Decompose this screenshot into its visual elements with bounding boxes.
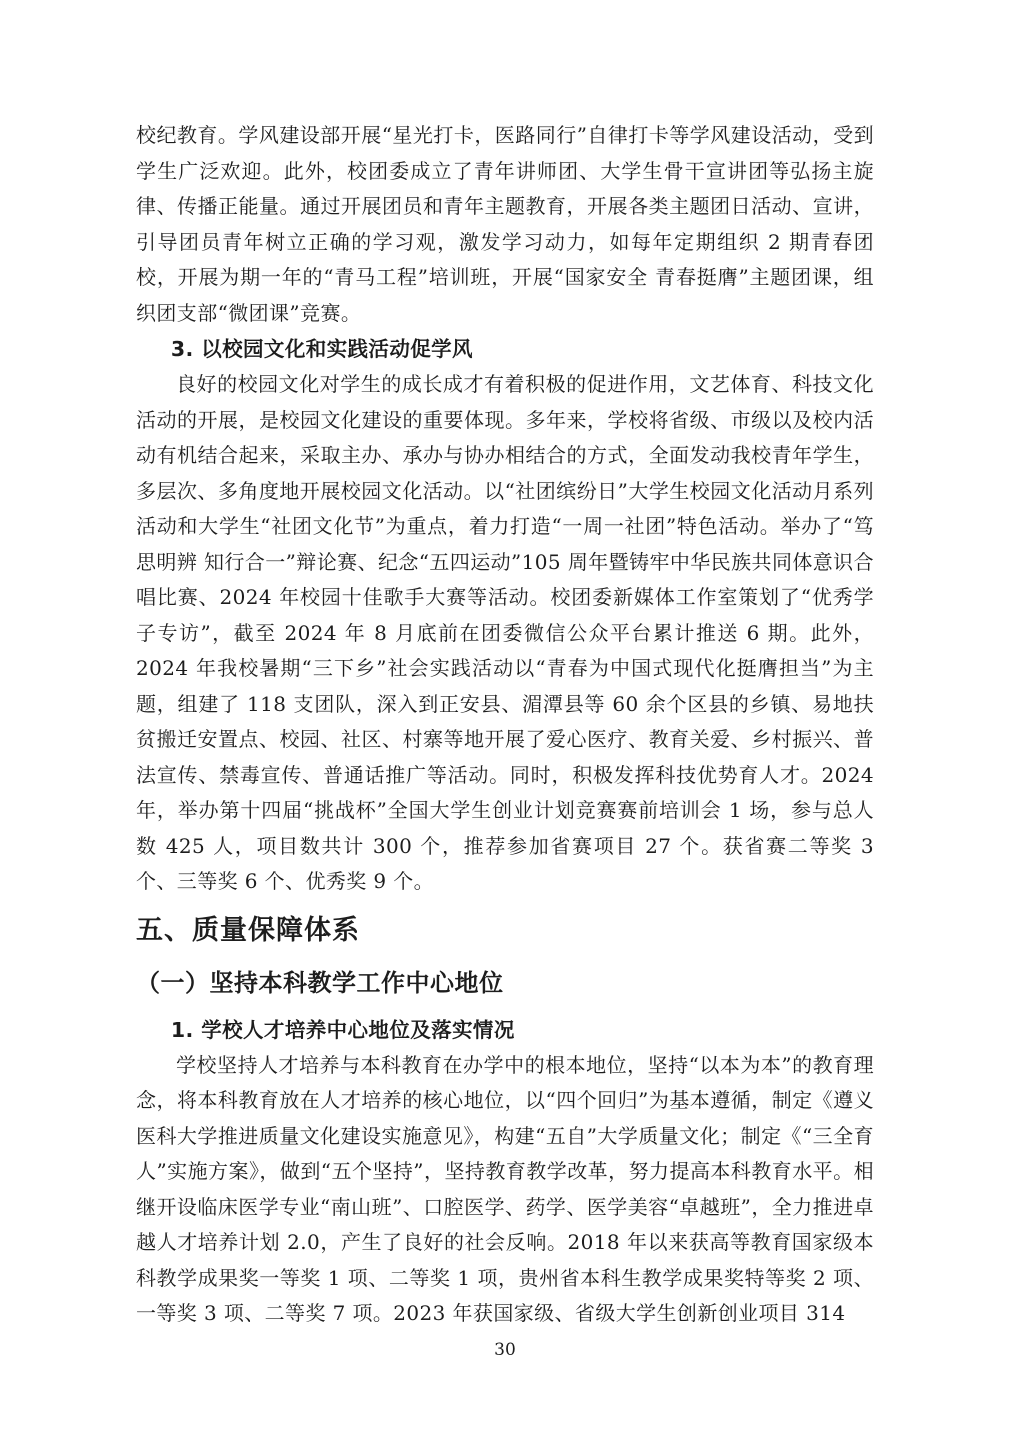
heading-quality-assurance-system: 五、质量保障体系 (136, 914, 360, 946)
subheading-talent-center: 1. 学校人才培养中心地位及落实情况 (170, 1017, 515, 1042)
paragraph-study-style-continuation: 校纪教育。学风建设部开展“星光打卡，医路同行”自律打卡等学风建设活动，受到学生广泛欢迎。此外，校团委成立了青年讲师团、大学生骨干宣讲团等弘扬主旋律、传播正能量。通过开展团员和青年主题教育，开展各类主题团日活动、宣讲，引导团员青年树立正确的学习观，激发学习动力，如每年定期组织 2 期青春团校，开展为期一年的“青马工程”培训班，开展“国家安全 青春挺膺”主题团课，组织团支部“微团课”竞赛。 (136, 123, 874, 325)
page-number: 30 (494, 1339, 516, 1360)
subheading-campus-culture: 3. 以校园文化和实践活动促学风 (170, 337, 473, 361)
heading-undergraduate-teaching-center: （一）坚持本科教学工作中心地位 (136, 968, 504, 997)
paragraph-talent-center: 学校坚持人才培养与本科教育在办学中的根本地位，坚持“以本为本”的教育理念，将本科教育放在人才培养的核心地位，以“四个回归”为基本遵循，制定《遵义医科大学推进质量文化建设实施意见》，构建“五自”大学质量文化；制定《“三全育人”实施方案》，做到“五个坚持”，坚持教育教学改革，努力提高本科教育水平。相继开设临床医学专业“南山班”、口腔医学、药学、医学美容“卓越班”，全力推进卓越人才培养计划 2.0，产生了良好的社会反响。2018 年以来获高等教育国家级本科教学成果奖一等奖 1 项、二等奖 1 项，贵州省本科生教学成果奖特等奖 2 项、一等奖 3 项、二等奖 7 项。2023 年获国家级、省级大学生创新创业项目 314 (136, 1052, 874, 1325)
paragraph-campus-culture: 良好的校园文化对学生的成长成才有着积极的促进作用，文艺体育、科技文化活动的开展，是校园文化建设的重要体现。多年来，学校将省级、市级以及校内活动有机结合起来，采取主办、承办与协办相结合的方式，全面发动我校青年学生，多层次、多角度地开展校园文化活动。以“社团缤纷日”大学生校园文化活动月系列活动和大学生“社团文化节”为重点，着力打造“一周一社团”特色活动。举办了“笃思明辨 知行合一”辩论赛、纪念“五四运动”105 周年暨铸牢中华民族共同体意识合唱比赛、2024 年校园十佳歌手大赛等活动。校团委新媒体工作室策划了“优秀学子专访”，截至 2024 年 8 月底前在团委微信公众平台累计推送 6 期。此外，2024 年我校暑期“三下乡”社会实践活动以“青春为中国式现代化挺膺担当”为主题，组建了 118 支团队，深入到正安县、湄潭县等 60 余个区县的乡镇、易地扶贫搬迁安置点、校园、社区、村寨等地开展了爱心医疗、教育关爱、乡村振兴、普法宣传、禁毒宣传、普通话推广等活动。同时，积极发挥科技优势育人才。2024 年，举办第十四届“挑战杯”全国大学生创业计划竞赛赛前培训会 1 场，参与总人数 425 人，项目数共计 300 个，推荐参加省赛项目 27 个。获省赛二等奖 3 个、三等奖 6 个、优秀奖 9 个。 (136, 372, 874, 893)
